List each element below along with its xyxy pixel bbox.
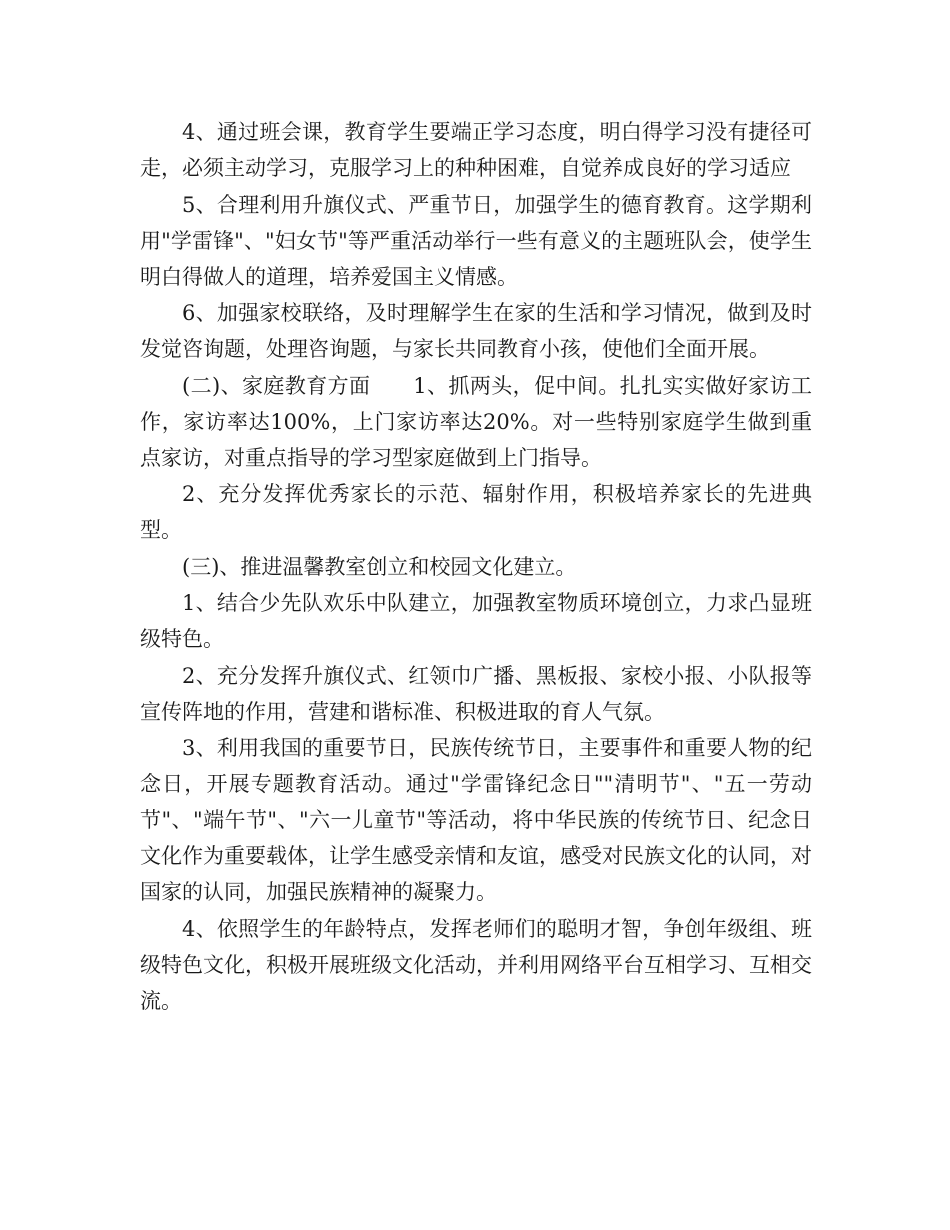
paragraph-festival-activities: 3、利用我国的重要节日，民族传统节日，主要事件和重要人物的纪念日，开展专题教育活动。通过"学雷锋纪念日""清明节"、"五一劳动节"、"端午节"、"六一儿童节"等活动，将中华民族的传统节日、纪念日文化作为重要载体，让学生感受亲情和友谊，感受对民族文化的认同，对国家的认同，加强民族精神的凝聚力。 bbox=[140, 736, 812, 904]
paragraph-parent-role-models: 2、充分发挥优秀家长的示范、辐射作用，积极培养家长的先进典型。 bbox=[140, 482, 812, 542]
paragraph-classroom-environment: 1、结合少先队欢乐中队建立，加强教室物质环境创立，力求凸显班级特色。 bbox=[140, 591, 812, 651]
section-heading-campus-culture: (三)、推进温馨教室创立和校园文化建立。 bbox=[182, 554, 577, 579]
paragraph-class-culture: 4、依照学生的年龄特点，发挥老师们的聪明才智，争创年级组、班级特色文化，积极开展班级文化活动，并利用网络平台互相学习、互相交流。 bbox=[140, 916, 812, 1013]
paragraph-flag-ceremony: 5、合理利用升旗仪式、严重节日，加强学生的德育教育。这学期利用"学雷锋"、"妇女节"等严重活动举行一些有意义的主题班队会，使学生明白得做人的道理，培养爱国主义情感。 bbox=[140, 192, 812, 289]
paragraph-publicity-channels: 2、充分发挥升旗仪式、红领巾广播、黑板报、家校小报、小队报等宣传阵地的作用，营建和谐标准、积极进取的育人气氛。 bbox=[140, 663, 812, 724]
paragraph-home-school-contact: 6、加强家校联络，及时理解学生在家的生活和学习情况，做到及时发觉咨询题，处理咨询题，与家长共同教育小孩，使他们全面开展。 bbox=[140, 301, 812, 361]
document-body bbox=[140, 114, 812, 1019]
paragraph-family-education: (二)、家庭教育方面 1、抓两头，促中间。扎扎实实做好家访工作，家访率达100%，上门家访率达20%。对一些特别家庭学生做到重点家访，对重点指导的学习型家庭做到上门指导。 bbox=[140, 373, 812, 470]
paragraph-class-meeting: 4、通过班会课，教育学生要端正学习态度，明白得学习没有捷径可走，必须主动学习，克服学习上的种种困难，自觉养成良好的学习适应 bbox=[140, 120, 812, 180]
